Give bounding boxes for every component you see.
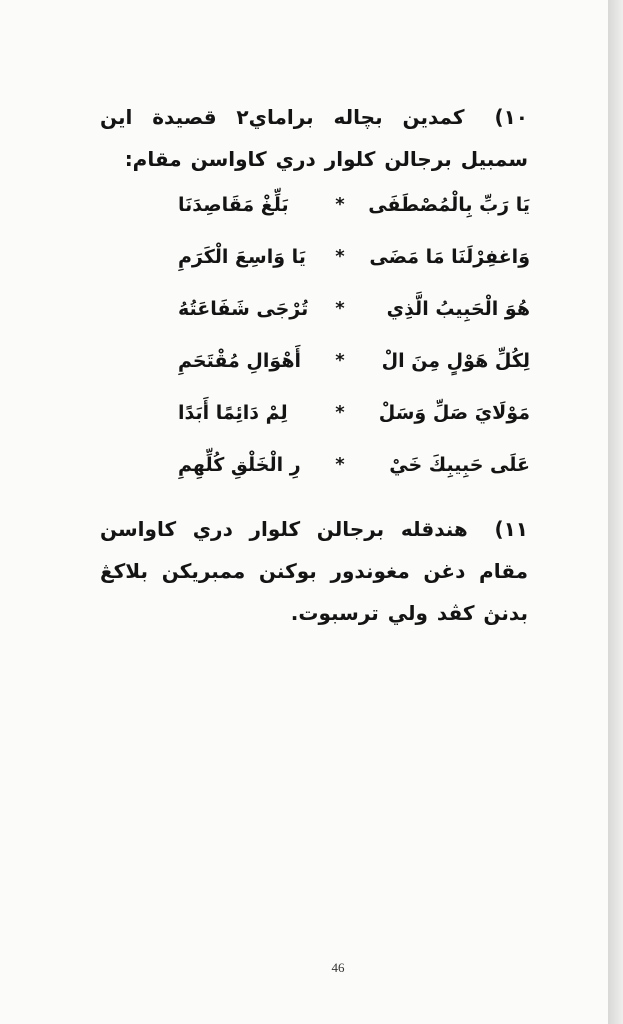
paragraph-10 xyxy=(100,96,528,180)
poem-couplet-1-first-hemistich: يَا رَبِّ بِالْمُصْطَفَى xyxy=(368,194,530,216)
paragraph-10-text: كمدين بچاله براماي٢ قصيدة اين سمبيل برجالن كلوار دري كاواسن مقام: xyxy=(100,105,528,171)
poem-couplet-5 xyxy=(150,395,530,447)
poem-couplet-1-separator: * xyxy=(335,194,345,215)
poem-couplet-4-second-hemistich: أَهْوَالِ مُقْتَحَمِ xyxy=(178,350,301,372)
poem-couplet-2-separator: * xyxy=(335,246,345,267)
poem-couplet-6-second-hemistich: رِ الْخَلْقِ كُلِّهِمِ xyxy=(178,454,301,476)
poem-couplet-3-first-hemistich: هُوَ الْحَبِيبُ الَّذِي xyxy=(386,298,530,320)
poem-couplet-6-first-hemistich: عَلَى حَبِيبِكَ خَيْ xyxy=(389,454,530,476)
poem-couplet-4-first-hemistich: لِكُلِّ هَوْلٍ مِنَ الْ xyxy=(381,350,530,372)
poem-couplet-5-separator: * xyxy=(335,402,345,423)
poem-couplet-3-second-hemistich: تُرْجَى شَفَاعَتُهُ xyxy=(178,298,309,320)
poem-couplet-3-separator: * xyxy=(335,298,345,319)
poem-couplet-6-separator: * xyxy=(335,454,345,475)
page-edge-shadow xyxy=(608,0,623,1024)
poem-couplet-1 xyxy=(150,187,530,239)
poem-couplet-5-second-hemistich: لِمْ دَائِمًا أَبَدًا xyxy=(178,402,288,424)
paragraph-10-number: ١٠) xyxy=(494,105,528,129)
poem xyxy=(150,187,530,499)
paragraph-11-text: هندقله برجالن كلوار دري كاواسن مقام دغن مغوندور بوكنن ممبريكن بلاكڠ بدنڽ كڤد ولي ترسبوت. xyxy=(100,517,528,625)
poem-couplet-2-first-hemistich: وَاغفِرْلَنَا مَا مَضَى xyxy=(369,246,530,268)
poem-couplet-5-first-hemistich: مَوْلَايَ صَلِّ وَسَلْ xyxy=(378,402,530,424)
poem-couplet-1-second-hemistich: بَلِّغْ مَقَاصِدَنَا xyxy=(178,194,289,216)
poem-couplet-2-second-hemistich: يَا وَاسِعَ الْكَرَمِ xyxy=(178,246,306,268)
paragraph-11 xyxy=(100,508,528,634)
poem-couplet-4 xyxy=(150,343,530,395)
poem-couplet-6 xyxy=(150,447,530,499)
page-number: 46 xyxy=(331,960,345,975)
poem-couplet-2 xyxy=(150,239,530,291)
poem-couplet-4-separator: * xyxy=(335,350,345,371)
poem-couplet-3 xyxy=(150,291,530,343)
paragraph-11-number: ١١) xyxy=(494,517,528,541)
